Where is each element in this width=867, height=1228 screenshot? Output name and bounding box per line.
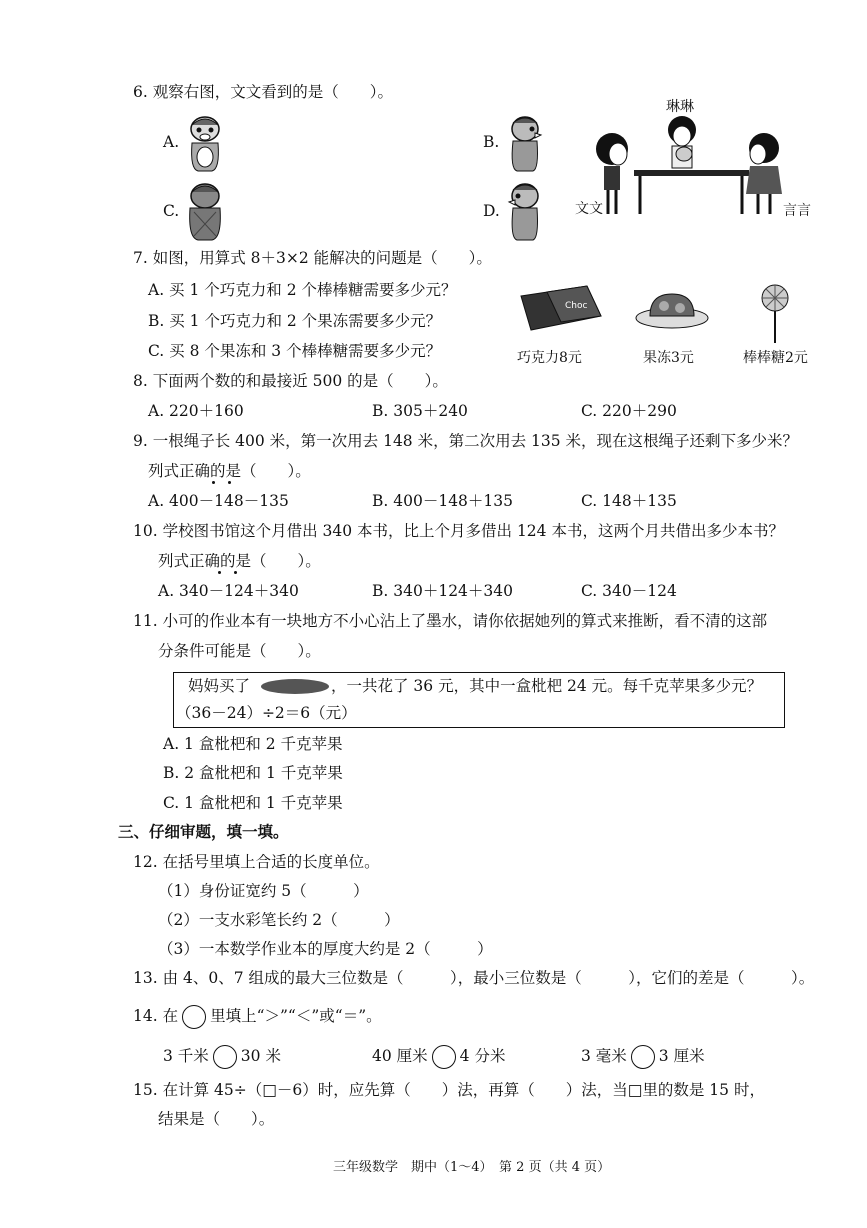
q9-option-a: A. 400－148－135: [148, 492, 289, 510]
q14-item-1-right: 30 米: [240, 1047, 281, 1065]
q8-option-c: C. 220＋290: [581, 402, 677, 420]
q11-option-b: B. 2 盒枇杷和 1 千克苹果: [163, 764, 343, 782]
emphasis-dot: [234, 571, 237, 574]
compare-circle-icon: [182, 1005, 206, 1029]
q14-item-3-left: 3 毫米: [581, 1047, 627, 1065]
q14-stem-b: 里填上“＞”“＜”或“＝”。: [210, 1007, 382, 1025]
q11-box-text-1b: ，一共花了 36 元，其中一盒枇杷 24 元。每千克苹果多少元？: [331, 677, 763, 695]
q6-stem: 6. 观察右图，文文看到的是（ ）。: [133, 83, 393, 101]
q14-stem: [133, 1005, 382, 1029]
q10-option-c: C. 340－124: [581, 582, 677, 600]
q14-item-3-right: 3 厘米: [658, 1047, 705, 1065]
q11-box-formula: （36－24）÷2＝6（元）: [176, 704, 357, 722]
toy-side-view-left-icon: [505, 182, 545, 242]
q12-sub-3: （3）一本数学作业本的厚度大约是 2（ ）: [158, 940, 493, 958]
q8-option-b: B. 305＋240: [372, 402, 468, 420]
q8-stem: 8. 下面两个数的和最接近 500 的是（ ）。: [133, 372, 448, 390]
q10-stem: 10. 学校图书馆这个月借出 340 本书，比上个月多借出 124 本书，这两个月共借出多少本书？: [133, 522, 784, 540]
toy-back-view-icon: [184, 182, 226, 242]
q12-sub-1: （1）身份证宽约 5（ ）: [158, 882, 369, 900]
q7-option-c: C. 买 8 个果冻和 3 个棒棒糖需要多少元？: [148, 342, 442, 360]
q12-sub-2: （2）一支水彩笔长约 2（ ）: [158, 911, 400, 929]
emphasis-dot: [218, 571, 221, 574]
section-3-title: 三、仔细审题，填一填。: [118, 822, 289, 841]
chocolate-icon: [517, 282, 605, 334]
toy-front-view-icon: [184, 115, 226, 173]
label-wenwen: 文文: [575, 201, 603, 217]
q12-stem: 12. 在括号里填上合适的长度单位。: [133, 853, 380, 871]
q14-stem-a: 14. 在: [133, 1007, 179, 1025]
lollipop-price-label: 棒棒糖2元: [743, 350, 808, 366]
q15-stem: 15. 在计算 45÷（□－6）时，应先算（ ）法，再算（ ）法，当□里的数是 15 时，: [133, 1081, 765, 1099]
emphasis-dot: [228, 481, 231, 484]
compare-circle-icon[interactable]: [213, 1045, 237, 1069]
compare-circle-icon[interactable]: [432, 1045, 456, 1069]
q6-option-c-label: C.: [163, 202, 180, 220]
q9-option-c: C. 148＋135: [581, 492, 677, 510]
compare-circle-icon[interactable]: [631, 1045, 655, 1069]
label-yanyan: 言言: [783, 203, 811, 219]
q6-option-d-label: D.: [483, 202, 500, 220]
q13-stem: 13. 由 4、0、7 组成的最大三位数是（ ），最小三位数是（ ），它们的差是（ ）。: [133, 969, 815, 987]
q7-stem: 7. 如图，用算式 8＋3×2 能解决的问题是（ ）。: [133, 249, 492, 267]
q7-option-a: A. 买 1 个巧克力和 2 个棒棒糖需要多少元？: [148, 281, 457, 299]
svg-text:Choc: Choc: [565, 301, 588, 311]
q11-option-a: A. 1 盒枇杷和 2 千克苹果: [163, 735, 343, 753]
lollipop-icon: [758, 283, 792, 345]
q6-option-a-label: A.: [163, 133, 180, 151]
q14-item-1: [163, 1045, 281, 1069]
chocolate-price-label: 巧克力8元: [517, 350, 582, 366]
q7-option-b: B. 买 1 个巧克力和 2 个果冻需要多少元？: [148, 312, 442, 330]
q8-option-a: A. 220＋160: [148, 402, 244, 420]
scene-illustration: [594, 114, 794, 220]
q11-stem-2: 分条件可能是（ ）。: [158, 642, 321, 660]
q15-stem-2: 结果是（ ）。: [158, 1110, 275, 1128]
q14-item-2-right: 4 分米: [459, 1047, 506, 1065]
label-linlin: 琳琳: [666, 99, 694, 115]
q10-stem-2: 列式正确的是（ ）。: [158, 552, 321, 570]
q9-stem-2: 列式正确的是（ ）。: [148, 462, 311, 480]
emphasis-dot: [212, 481, 215, 484]
q14-item-2-left: 40 厘米: [372, 1047, 428, 1065]
q9-option-b: B. 400－148＋135: [372, 492, 513, 510]
ink-blot: [261, 679, 329, 694]
q11-stem: 11. 小可的作业本有一块地方不小心沾上了墨水，请你依据她列的算式来推断，看不清的这部: [133, 612, 768, 630]
q14-item-1-left: 3 千米: [163, 1047, 209, 1065]
q10-option-a: A. 340－124＋340: [158, 582, 299, 600]
q11-box-text-1a: 妈妈买了: [188, 677, 251, 695]
jelly-icon: [632, 288, 712, 334]
q14-item-2: [372, 1045, 505, 1069]
q11-option-c: C. 1 盒枇杷和 1 千克苹果: [163, 794, 343, 812]
toy-side-view-icon: [505, 115, 545, 173]
page-footer: 三年级数学 期中（1～4） 第 2 页（共 4 页）: [333, 1160, 611, 1175]
q6-option-b-label: B.: [483, 133, 500, 151]
jelly-price-label: 果冻3元: [643, 350, 694, 366]
q9-stem: 9. 一根绳子长 400 米，第一次用去 148 米，第二次用去 135 米，现在这根绳子还剩下多少米？: [133, 432, 799, 450]
q10-option-b: B. 340＋124＋340: [372, 582, 513, 600]
q14-item-3: [581, 1045, 705, 1069]
